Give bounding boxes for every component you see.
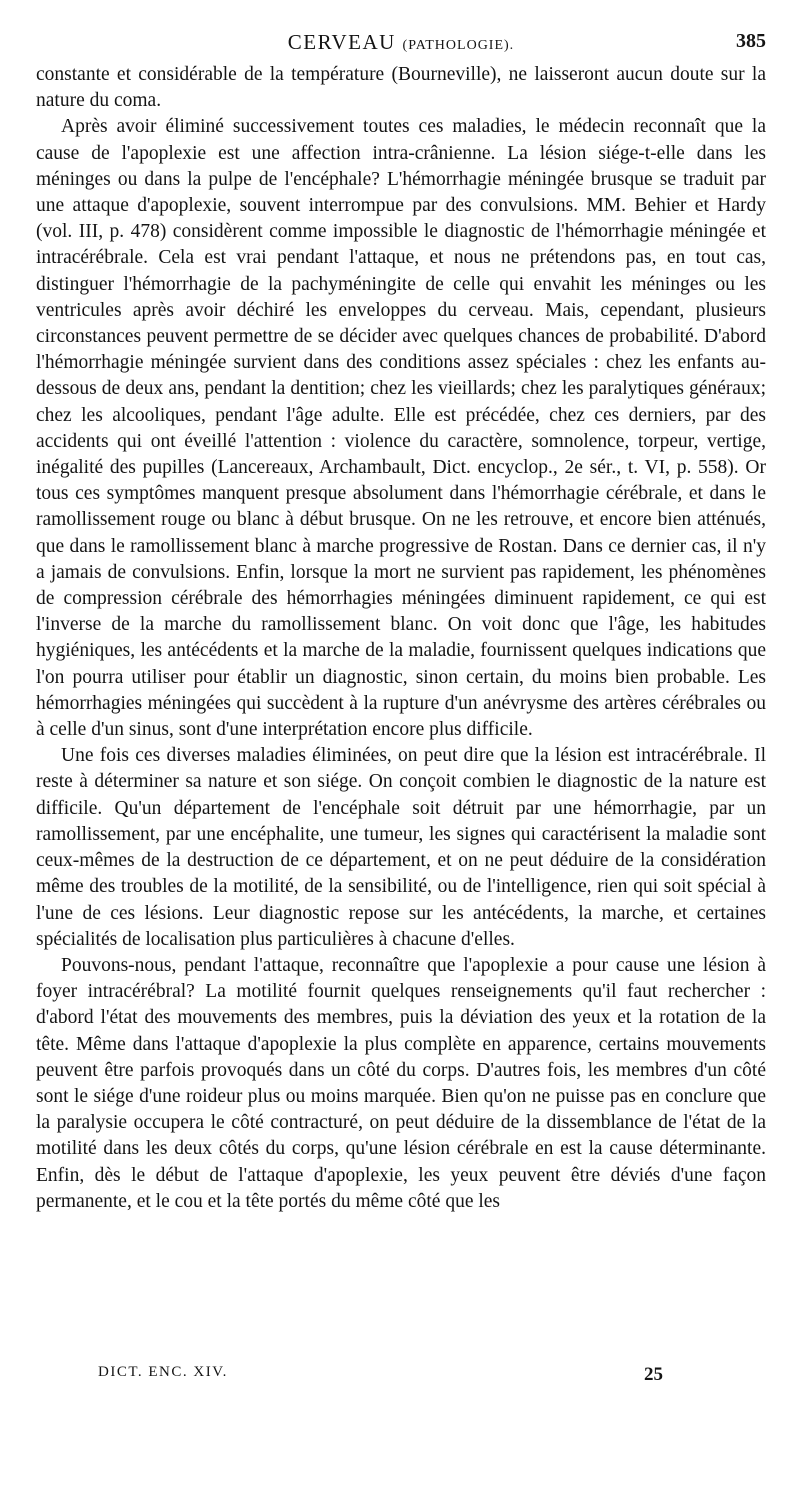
paragraph: Pouvons-nous, pendant l'attaque, reconnaître que l'apoplexie a pour cause une lésion à foyer intracérébral? La motilité fournit quelques renseignements qu'il faut rechercher : d'abord l'état des mouvements des membres, puis la déviation des yeux et la rotation de la tête. Même dans l'attaque d'apoplexie la plus complète en apparence, certains mouvements peuvent être parfois provoqués dans un côté du corps. D'autres fois, les membres d'un côté sont le siége d'une roideur plus ou moins marquée. Bien qu'on ne puisse pas en conclure que la paralysie occupera le côté contracturé, on peut déduire de la dissemblance de l'état de la motilité dans les deux côtés du corps, qu'une lésion cérébrale en est la cause déterminante. Enfin, dès le début de l'attaque d'apoplexie, les yeux peuvent être déviés d'une façon permanente, et le cou et la tête portés du même côté que les [36, 954, 766, 1212]
running-header [36, 30, 766, 60]
sheet-number: 25 [644, 1364, 663, 1385]
footer-signature: DICT. ENC. XIV. [98, 1364, 228, 1380]
body-text [36, 62, 766, 1215]
page-footer [36, 1364, 766, 1394]
paragraph: Après avoir éliminé successivement toutes ces maladies, le médecin reconnaît que la cause de l'apoplexie est une affection intra-crânienne. La lésion siége-t-elle dans les méninges ou dans la pulpe de l'encéphale? L'hémorrhagie méningée brusque se traduit par une attaque d'apoplexie, souvent interrompue par des convulsions. MM. Behier et Hardy (vol. III, p. 478) considèrent comme impossible le diagnostic de l'hémorrhagie méningée et intracérébrale. Cela est vrai pendant l'attaque, et nous ne prétendons pas, en tout cas, distinguer l'hémorrhagie de la pachyméningite de celle qui envahit les méninges ou les ventricules après avoir déchiré les enveloppes du cerveau. Mais, cependant, plusieurs circonstances peuvent permettre de se décider avec quelques chances de probabilité. D'abord l'hémorrhagie méningée survient dans des conditions assez spéciales : chez les enfants au-dessous de deux ans, pendant la dentition; chez les vieillards; chez les paralytiques généraux; chez les alcooliques, pendant l'âge adulte. Elle est précédée, chez ces derniers, par des accidents qui ont éveillé l'attention : violence du caractère, somnolence, torpeur, vertige, inégalité des pupilles (Lancereaux, Archambault, Dict. encyclop., 2e sér., t. VI, p. 558). Or tous ces symptômes manquent presque absolument dans l'hémorrhagie cérébrale, et dans le ramollissement rouge ou blanc à début brusque. On ne les retrouve, et encore bien atténués, que dans le ramollissement blanc à marche progressive de Rostan. Dans ce dernier cas, il n'y a jamais de convulsions. Enfin, lorsque la mort ne survient pas rapidement, les phénomènes de compression cérébrale des hémorrhagies méningées diminuent rapidement, ce qui est l'inverse de la marche du ramollissement blanc. On voit donc que l'âge, les habitudes hygiéniques, les antécédents et la marche de la maladie, fournissent quelques indications que l'on pourra utiliser pour établir un diagnostic, sinon certain, du moins bien probable. Les hémorrhagies méningées qui succèdent à la rupture d'un anévrysme des artères cérébrales ou à celle d'un sinus, sont d'une interprétation encore plus difficile. [36, 116, 766, 741]
header-title: CERVEAU [287, 30, 396, 54]
paragraph: constante et considérable de la température (Bourneville), ne laisseront aucun doute sur la nature du coma. [36, 64, 766, 112]
paragraph: Une fois ces diverses maladies éliminées, on peut dire que la lésion est intracérébrale. Il reste à déterminer sa nature et son siége. On conçoit combien le diagnostic de la nature est difficile. Qu'un département de l'encéphale soit détruit par une hémorrhagie, par un ramollissement, par une encéphalite, une tumeur, les signes qui caractérisent la maladie sont ceux-mêmes de la destruction de ce département, et on ne peut déduire de la considération même des troubles de la motilité, de la sensibilité, ou de l'intelligence, rien qui soit spécial à l'une de ces lésions. Leur diagnostic repose sur les antécédents, la marche, et certaines spécialités de localisation plus particulières à chacune d'elles. [36, 745, 766, 950]
running-title [36, 30, 766, 55]
page-number: 385 [736, 30, 766, 52]
header-subtitle: (PATHOLOGIE). [402, 38, 515, 53]
